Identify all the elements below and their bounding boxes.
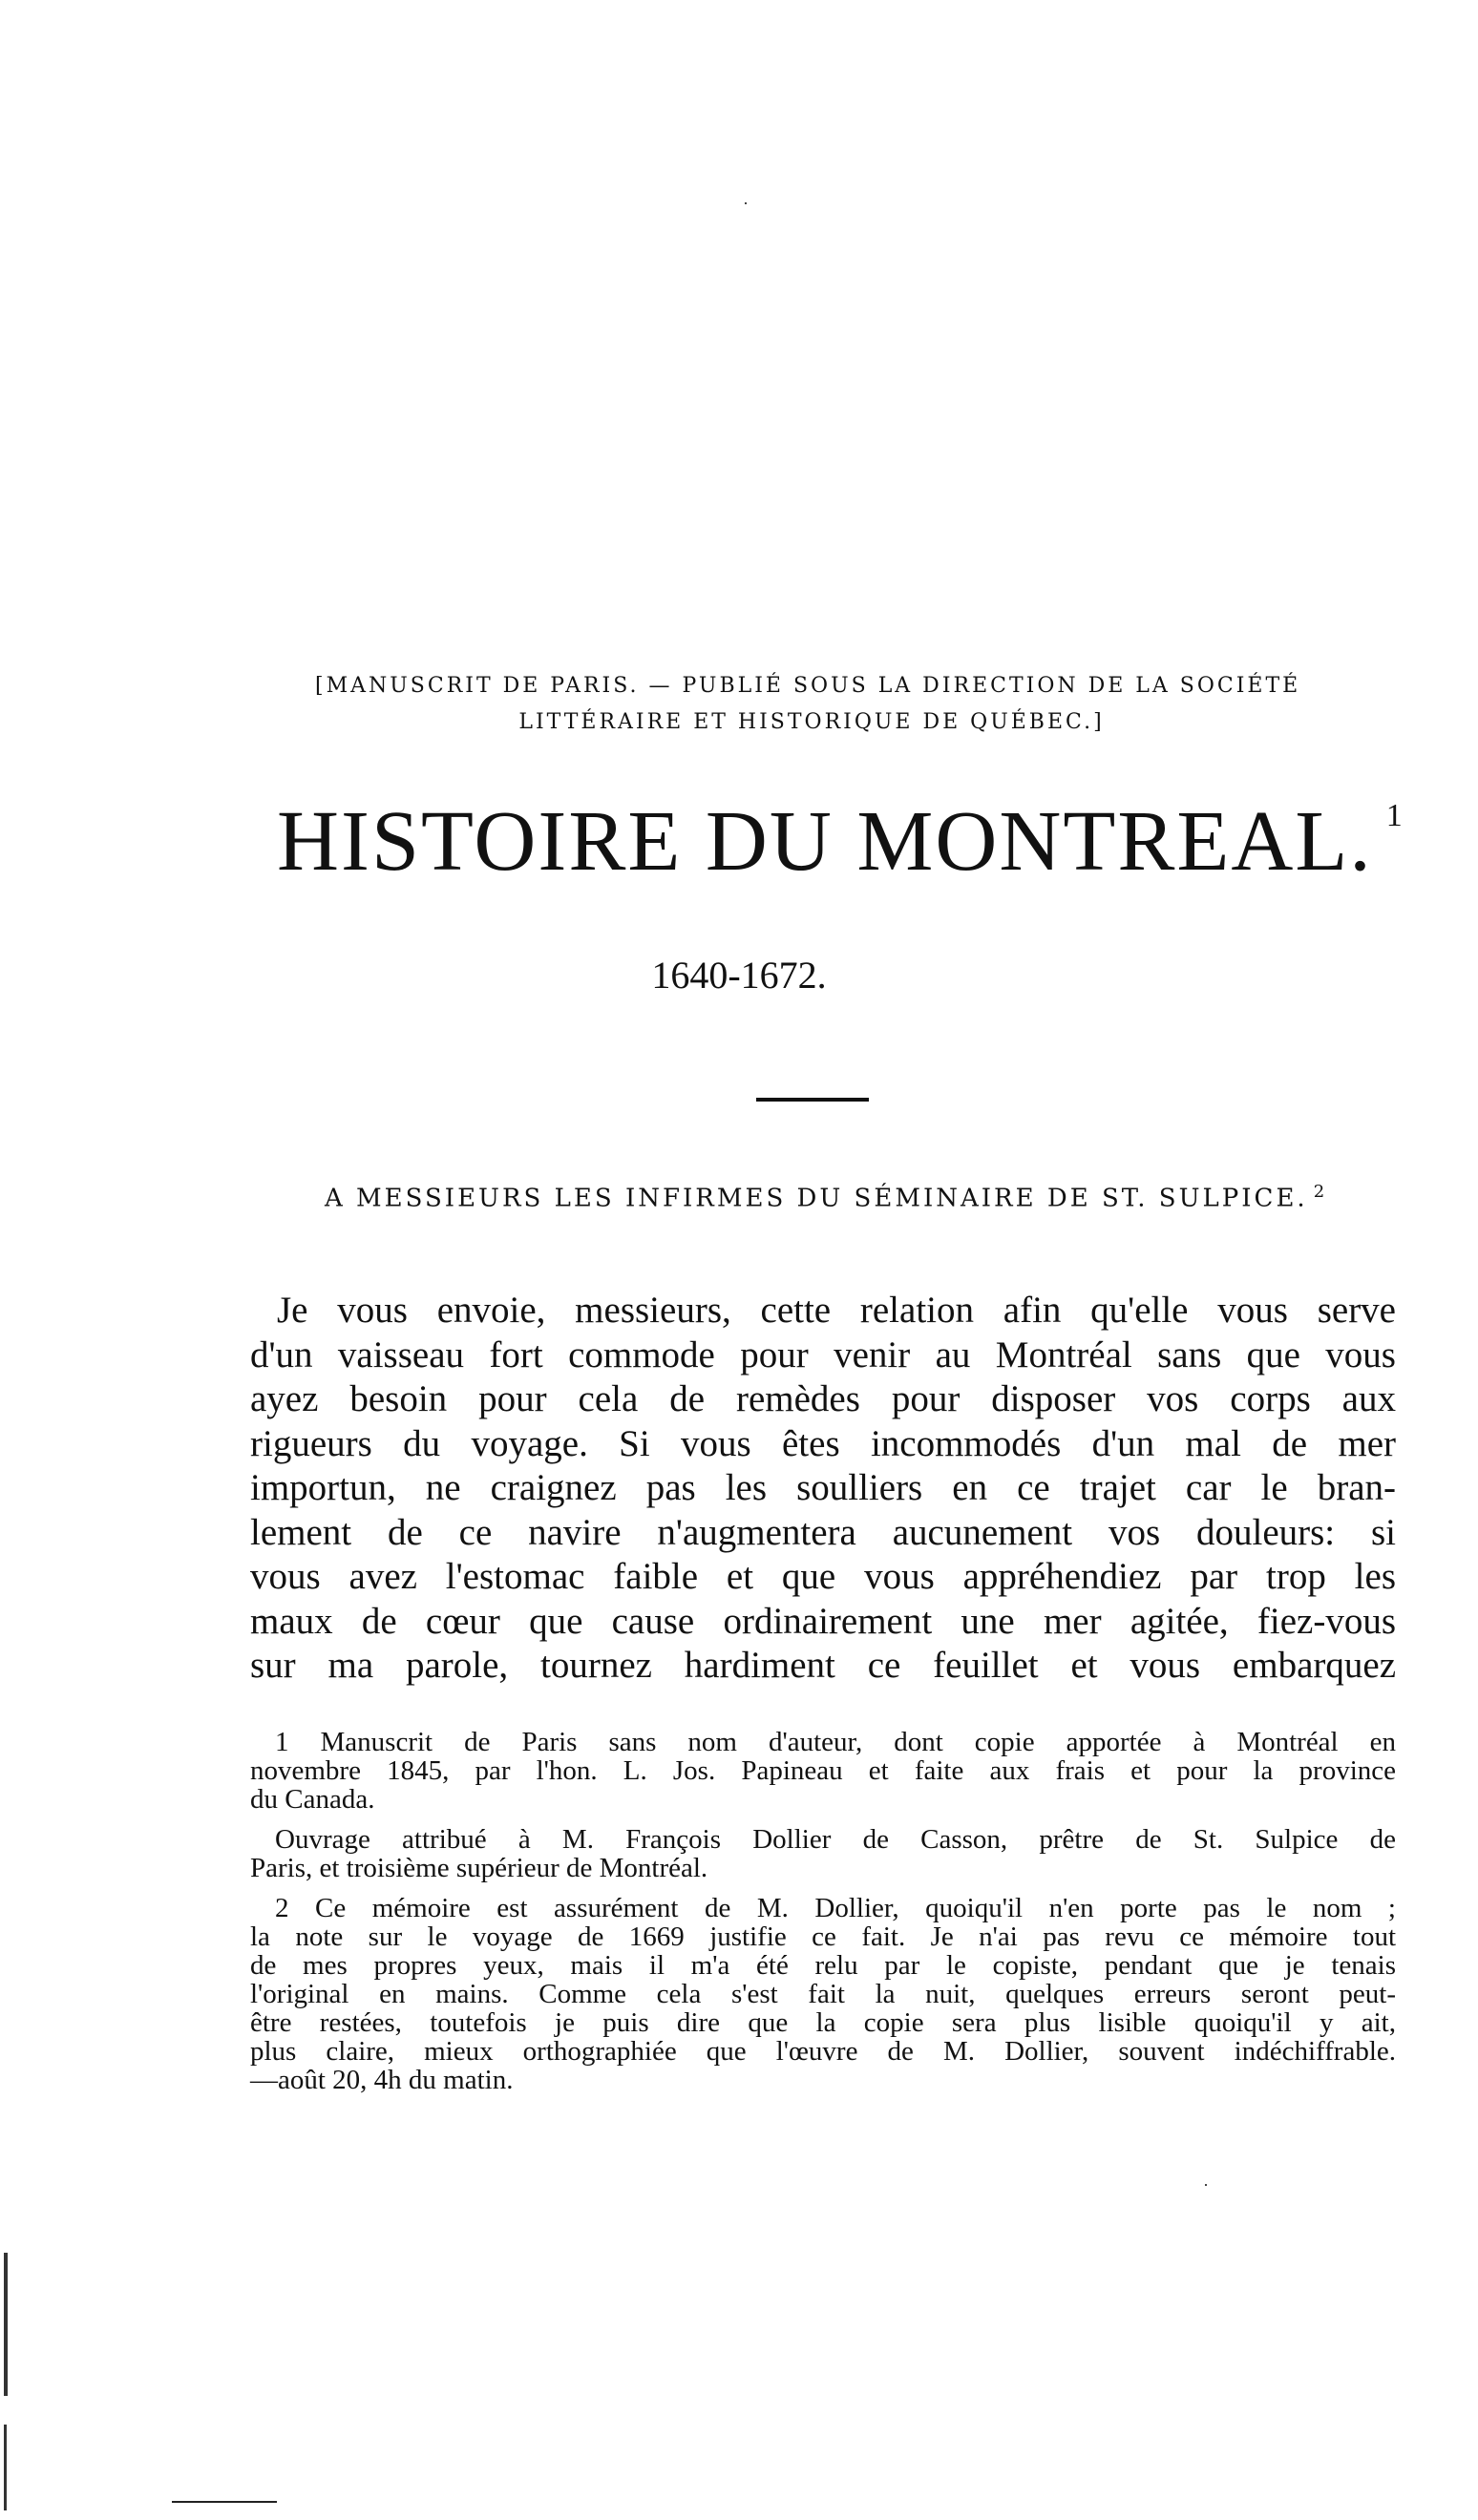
footnote-line: Paris, et troisième supérieur de Montréal. bbox=[250, 1853, 708, 1883]
ink-speck bbox=[745, 202, 747, 204]
section-divider bbox=[756, 1098, 869, 1102]
publication-note bbox=[315, 668, 1308, 741]
margin-scan-mark bbox=[4, 2253, 8, 2396]
footnote-line: de mes propres yeux, mais il m'a été relu par le copiste, pendant que je tenais bbox=[250, 1950, 1396, 1981]
footnote-line: 2 Ce mémoire est assurément de M. Dollier, quoiqu'il n'en porte pas le nom ; bbox=[275, 1893, 1396, 1923]
footnote-line: être restées, toutefois je puis dire que la copie sera plus lisible quoiqu'il y ait, bbox=[250, 2007, 1396, 2038]
footnote-line: 1 Manuscrit de Paris sans nom d'auteur, dont copie apportée à Montréal en bbox=[275, 1727, 1396, 1757]
footnote-line: —août 20, 4h du matin. bbox=[250, 2065, 514, 2095]
body-line: importun, ne craignez pas les soulliers en ce trajet car le bran- bbox=[250, 1467, 1396, 1508]
ink-speck bbox=[1205, 2184, 1207, 2186]
body-line: rigueurs du voyage. Si vous êtes incommodés d'un mal de mer bbox=[250, 1422, 1396, 1464]
body-line: sur ma parole, tournez hardiment ce feuillet et vous embarquez bbox=[250, 1645, 1396, 1686]
body-line: Je vous envoie, messieurs, cette relation afin qu'elle vous serve bbox=[277, 1290, 1396, 1331]
page-title-text: HISTOIRE DU MONTREAL. bbox=[277, 794, 1373, 889]
footnote-line: la note sur le voyage de 1669 justifie ce fait. Je n'ai pas revu ce mémoire tout bbox=[250, 1922, 1396, 1952]
dedication-heading bbox=[325, 1182, 1375, 1213]
body-paragraph bbox=[250, 1289, 1396, 1689]
body-line: maux de cœur que cause ordinairement une mer agitée, fiez-vous bbox=[250, 1600, 1396, 1642]
body-line: d'un vaisseau fort commode pour venir au Montréal sans que vous bbox=[250, 1334, 1396, 1376]
footnote-line: du Canada. bbox=[250, 1784, 375, 1815]
dedication-text: A MESSIEURS LES INFIRMES DU SÉMINAIRE DE ST. SULPICE. bbox=[325, 1184, 1308, 1213]
footnote-1 bbox=[250, 1728, 1396, 1814]
publication-note-line-2: LITTÉRAIRE ET HISTORIQUE DE QUÉBEC.] bbox=[518, 710, 1105, 734]
body-line: vous avez l'estomac faible et que vous appréhendiez par trop les bbox=[250, 1556, 1396, 1597]
footnotes bbox=[250, 1728, 1396, 2106]
footnote-line: plus claire, mieux orthographiée que l'œuvre de M. Dollier, souvent indéchiffrable. bbox=[250, 2036, 1396, 2067]
dedication-footnote-mark: 2 bbox=[1313, 1182, 1328, 1202]
footnote-line: Ouvrage attribué à M. François Dollier de Casson, prêtre de St. Sulpice de bbox=[275, 1824, 1396, 1855]
footnote-line: l'original en mains. Comme cela s'est fait la nuit, quelques erreurs seront peut- bbox=[250, 1979, 1396, 2009]
publication-note-line-1: [MANUSCRIT DE PARIS. — PUBLIÉ SOUS LA DIRECTION DE LA SOCIÉTÉ bbox=[315, 674, 1301, 698]
page-title bbox=[277, 792, 1404, 891]
footnote-2 bbox=[250, 1894, 1396, 2094]
body-line: lement de ce navire n'augmentera aucunement vos douleurs: si bbox=[250, 1511, 1396, 1553]
title-footnote-mark: 1 bbox=[1385, 798, 1404, 833]
margin-scan-mark bbox=[4, 2425, 7, 2510]
footnote-1-attribution bbox=[250, 1825, 1396, 1882]
bottom-rule bbox=[172, 2501, 277, 2503]
body-line: ayez besoin pour cela de remèdes pour disposer vos corps aux bbox=[250, 1378, 1396, 1419]
year-range: 1640-1672. bbox=[651, 954, 827, 997]
footnote-line: novembre 1845, par l'hon. L. Jos. Papineau et faite aux frais et pour la province bbox=[250, 1755, 1396, 1786]
